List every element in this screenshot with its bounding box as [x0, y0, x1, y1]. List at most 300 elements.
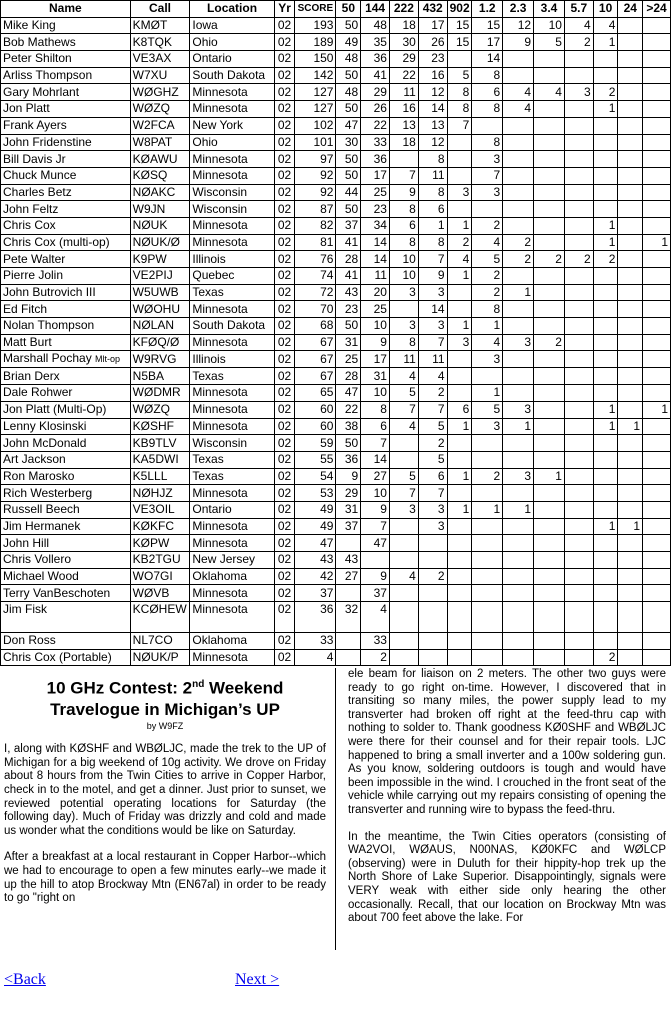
- table-cell: 15: [447, 34, 472, 51]
- table-cell: [564, 268, 593, 285]
- table-cell: 02: [274, 318, 295, 335]
- table-cell: Charles Betz: [1, 184, 131, 201]
- table-cell: [643, 585, 671, 602]
- table-cell: [503, 318, 534, 335]
- table-cell: Ontario: [190, 51, 274, 68]
- table-cell: Ed Fitch: [1, 301, 131, 318]
- table-cell: [643, 167, 671, 184]
- table-cell: 02: [274, 568, 295, 585]
- table-cell: Wisconsin: [190, 184, 274, 201]
- table-cell: 2: [447, 234, 472, 251]
- table-cell: Ontario: [190, 501, 274, 518]
- table-cell: 29: [389, 51, 418, 68]
- table-cell: [643, 134, 671, 151]
- table-cell: 02: [274, 268, 295, 285]
- table-cell: [472, 451, 503, 468]
- table-cell: W2FCA: [130, 117, 190, 134]
- table-cell: [534, 51, 565, 68]
- table-cell: [618, 451, 643, 468]
- table-cell: [643, 552, 671, 569]
- table-row: [1, 17, 671, 34]
- table-cell: 3: [418, 284, 447, 301]
- table-cell: [564, 649, 593, 666]
- table-cell: 9: [503, 34, 534, 51]
- table-cell: 3: [389, 501, 418, 518]
- table-cell: [593, 535, 618, 552]
- table-row: [1, 334, 671, 351]
- table-row: [1, 468, 671, 485]
- table-cell: 97: [295, 151, 336, 168]
- table-cell: 47: [336, 385, 361, 402]
- table-cell: [503, 351, 534, 368]
- table-cell: [643, 251, 671, 268]
- table-cell: 37: [336, 518, 361, 535]
- table-cell: [643, 602, 671, 633]
- table-cell: NØLAN: [130, 318, 190, 335]
- column-header: 902: [447, 1, 472, 18]
- table-cell: [593, 67, 618, 84]
- table-cell: 41: [361, 67, 390, 84]
- table-cell: [618, 318, 643, 335]
- table-cell: Chris Cox (Portable): [1, 649, 131, 666]
- table-cell: 11: [361, 268, 390, 285]
- table-cell: K8TQK: [130, 34, 190, 51]
- table-cell: New Jersey: [190, 552, 274, 569]
- table-cell: 1: [418, 217, 447, 234]
- table-cell: [593, 334, 618, 351]
- table-cell: [503, 184, 534, 201]
- table-cell: 37: [336, 217, 361, 234]
- table-cell: [564, 301, 593, 318]
- table-cell: [503, 51, 534, 68]
- column-header: 222: [389, 1, 418, 18]
- table-cell: [564, 435, 593, 452]
- table-cell: [534, 401, 565, 418]
- table-cell: 5: [418, 451, 447, 468]
- table-cell: [389, 535, 418, 552]
- table-cell: [618, 234, 643, 251]
- table-cell: [564, 401, 593, 418]
- table-cell: WØZQ: [130, 401, 190, 418]
- table-cell: 5: [389, 468, 418, 485]
- table-cell: 6: [361, 418, 390, 435]
- table-row: [1, 67, 671, 84]
- table-cell: [447, 385, 472, 402]
- table-cell: 02: [274, 485, 295, 502]
- table-cell: 3: [503, 401, 534, 418]
- table-cell: [643, 301, 671, 318]
- table-cell: Minnesota: [190, 602, 274, 633]
- table-cell: [643, 184, 671, 201]
- table-cell: 18: [389, 17, 418, 34]
- table-cell: John McDonald: [1, 435, 131, 452]
- table-cell: 11: [389, 84, 418, 101]
- table-cell: 50: [336, 318, 361, 335]
- table-cell: 29: [336, 485, 361, 502]
- table-cell: [534, 167, 565, 184]
- column-header: Name: [1, 1, 131, 18]
- table-cell: 50: [336, 67, 361, 84]
- table-cell: [643, 485, 671, 502]
- table-cell: 02: [274, 301, 295, 318]
- table-cell: [564, 167, 593, 184]
- table-cell: Texas: [190, 468, 274, 485]
- table-cell: [643, 34, 671, 51]
- table-cell: 1: [593, 101, 618, 118]
- table-cell: 1: [643, 234, 671, 251]
- table-cell: Illinois: [190, 351, 274, 368]
- table-cell: 81: [295, 234, 336, 251]
- table-cell: 49: [295, 501, 336, 518]
- table-cell: KFØQ/Ø: [130, 334, 190, 351]
- table-cell: 14: [361, 234, 390, 251]
- table-cell: [618, 184, 643, 201]
- table-cell: [389, 602, 418, 633]
- table-cell: [503, 485, 534, 502]
- table-cell: [643, 385, 671, 402]
- table-cell: 02: [274, 401, 295, 418]
- table-cell: 2: [593, 84, 618, 101]
- table-cell: [593, 633, 618, 650]
- table-cell: 10: [389, 251, 418, 268]
- table-cell: 7: [389, 485, 418, 502]
- results-body: [1, 17, 671, 666]
- table-cell: 31: [361, 368, 390, 385]
- table-cell: KA5DWI: [130, 451, 190, 468]
- table-cell: [472, 435, 503, 452]
- table-row: [1, 351, 671, 368]
- table-cell: W7XU: [130, 67, 190, 84]
- table-cell: 3: [418, 518, 447, 535]
- table-cell: [564, 234, 593, 251]
- table-cell: [593, 167, 618, 184]
- table-cell: 47: [336, 117, 361, 134]
- table-cell: [593, 501, 618, 518]
- table-cell: 7: [389, 167, 418, 184]
- table-cell: [389, 552, 418, 569]
- table-cell: 02: [274, 602, 295, 633]
- back-link[interactable]: <Back: [4, 971, 46, 988]
- table-cell: 02: [274, 385, 295, 402]
- table-cell: 127: [295, 101, 336, 118]
- article: [0, 668, 672, 1020]
- table-cell: 02: [274, 67, 295, 84]
- table-cell: Pierre Jolin: [1, 268, 131, 285]
- table-cell: K5LLL: [130, 468, 190, 485]
- table-cell: 12: [418, 134, 447, 151]
- table-cell: Arliss Thompson: [1, 67, 131, 84]
- table-cell: [447, 485, 472, 502]
- table-cell: Brian Derx: [1, 368, 131, 385]
- table-cell: Minnesota: [190, 101, 274, 118]
- table-cell: 7: [418, 334, 447, 351]
- table-cell: [618, 217, 643, 234]
- table-cell: 36: [361, 51, 390, 68]
- table-cell: 4: [564, 17, 593, 34]
- table-cell: 6: [389, 217, 418, 234]
- table-cell: [564, 552, 593, 569]
- table-cell: [593, 117, 618, 134]
- column-header: Call: [130, 1, 190, 18]
- table-cell: [618, 51, 643, 68]
- table-row: [1, 234, 671, 251]
- table-cell: WØGHZ: [130, 84, 190, 101]
- table-cell: 10: [361, 385, 390, 402]
- table-cell: 8: [447, 101, 472, 118]
- table-cell: 48: [361, 17, 390, 34]
- table-cell: 6: [472, 84, 503, 101]
- table-row: [1, 51, 671, 68]
- table-cell: 3: [447, 184, 472, 201]
- paragraph: ele beam for liaison on 2 meters. The other two guys were ready to go right on-time. However, I discovered that in transiting so many miles, the power supply lead to my transverter had broken off right at the feed-thru cap with nothing to solder to. Thank goodness KØ0SHF and WBØLJC were there for their counsel and for their repair tools. LJC happened to bring a small inverter and a 100w soldering gun. As you know, soldering outdoors is tough and would have been impossible in the wind. I crouched in the front seat of the vehicle while carrying out my repairs consisting of opening the transverter and running wire to bypass the feed-thru.: [348, 668, 666, 816]
- table-cell: Pete Walter: [1, 251, 131, 268]
- table-cell: Minnesota: [190, 151, 274, 168]
- table-cell: 4: [295, 649, 336, 666]
- table-cell: 02: [274, 501, 295, 518]
- table-cell: 02: [274, 351, 295, 368]
- article-byline: by W9FZ: [146, 720, 184, 731]
- table-cell: 67: [295, 351, 336, 368]
- table-cell: [643, 84, 671, 101]
- table-cell: [534, 368, 565, 385]
- table-row: [1, 568, 671, 585]
- table-cell: [643, 318, 671, 335]
- table-cell: 15: [472, 17, 503, 34]
- table-cell: [472, 552, 503, 569]
- table-row: [1, 418, 671, 435]
- table-cell: [643, 51, 671, 68]
- table-cell: Matt Burt: [1, 334, 131, 351]
- table-cell: Texas: [190, 368, 274, 385]
- table-cell: 1: [593, 217, 618, 234]
- table-cell: 9: [361, 568, 390, 585]
- table-cell: [618, 501, 643, 518]
- table-cell: 41: [336, 234, 361, 251]
- table-cell: [503, 552, 534, 569]
- table-cell: [564, 201, 593, 218]
- table-cell: 54: [295, 468, 336, 485]
- table-cell: [564, 217, 593, 234]
- table-cell: [643, 368, 671, 385]
- table-cell: 41: [336, 268, 361, 285]
- table-cell: [472, 649, 503, 666]
- column-header: 3.4: [534, 1, 565, 18]
- table-row: [1, 633, 671, 650]
- table-cell: John Feltz: [1, 201, 131, 218]
- table-cell: [534, 101, 565, 118]
- table-cell: KØSHF: [130, 418, 190, 435]
- table-cell: John Butrovich III: [1, 284, 131, 301]
- table-cell: 50: [336, 201, 361, 218]
- table-cell: 02: [274, 101, 295, 118]
- table-cell: 142: [295, 67, 336, 84]
- table-cell: [534, 117, 565, 134]
- table-row: [1, 167, 671, 184]
- table-cell: [472, 568, 503, 585]
- table-cell: Minnesota: [190, 649, 274, 666]
- table-cell: 13: [418, 117, 447, 134]
- table-cell: 49: [336, 34, 361, 51]
- table-cell: [534, 134, 565, 151]
- table-cell: 48: [336, 84, 361, 101]
- table-cell: Jon Platt (Multi-Op): [1, 401, 131, 418]
- table-cell: 37: [361, 585, 390, 602]
- table-cell: [472, 485, 503, 502]
- table-cell: 23: [336, 301, 361, 318]
- table-cell: [564, 117, 593, 134]
- table-cell: 6: [447, 401, 472, 418]
- table-cell: 3: [564, 84, 593, 101]
- table-cell: Art Jackson: [1, 451, 131, 468]
- table-cell: KØKFC: [130, 518, 190, 535]
- table-cell: [447, 368, 472, 385]
- table-cell: [336, 633, 361, 650]
- table-cell: [593, 284, 618, 301]
- table-cell: 11: [418, 167, 447, 184]
- table-cell: [503, 385, 534, 402]
- table-cell: [534, 284, 565, 301]
- table-cell: [593, 585, 618, 602]
- table-cell: 4: [503, 101, 534, 118]
- table-cell: [564, 101, 593, 118]
- table-cell: 26: [418, 34, 447, 51]
- table-cell: [618, 34, 643, 51]
- table-row: [1, 151, 671, 168]
- table-cell: Bill Davis Jr: [1, 151, 131, 168]
- table-cell: [593, 451, 618, 468]
- table-cell: [618, 17, 643, 34]
- table-cell: 1: [472, 501, 503, 518]
- table-cell: 36: [295, 602, 336, 633]
- table-cell: 02: [274, 535, 295, 552]
- table-cell: [618, 535, 643, 552]
- table-cell: 20: [361, 284, 390, 301]
- table-cell: KMØT: [130, 17, 190, 34]
- table-cell: [593, 468, 618, 485]
- table-cell: 02: [274, 368, 295, 385]
- table-cell: [503, 535, 534, 552]
- table-cell: 37: [295, 585, 336, 602]
- table-cell: Oklahoma: [190, 633, 274, 650]
- table-cell: 2: [361, 649, 390, 666]
- table-cell: [618, 117, 643, 134]
- table-cell: 1: [447, 468, 472, 485]
- table-cell: Peter Shilton: [1, 51, 131, 68]
- table-cell: 65: [295, 385, 336, 402]
- table-cell: [472, 368, 503, 385]
- table-cell: [534, 501, 565, 518]
- table-cell: [593, 51, 618, 68]
- table-cell: 47: [361, 535, 390, 552]
- table-cell: 10: [361, 485, 390, 502]
- table-cell: [534, 535, 565, 552]
- table-cell: [447, 602, 472, 633]
- table-cell: 25: [336, 351, 361, 368]
- table-cell: 02: [274, 418, 295, 435]
- table-cell: [389, 649, 418, 666]
- table-cell: [447, 284, 472, 301]
- table-cell: [447, 134, 472, 151]
- table-row: [1, 368, 671, 385]
- table-row: [1, 34, 671, 51]
- table-cell: [534, 151, 565, 168]
- table-cell: 53: [295, 485, 336, 502]
- table-cell: 1: [643, 401, 671, 418]
- table-cell: Jim Hermanek: [1, 518, 131, 535]
- table-cell: [564, 485, 593, 502]
- table-cell: 2: [534, 251, 565, 268]
- table-row: [1, 184, 671, 201]
- table-cell: NØUK/Ø: [130, 234, 190, 251]
- table-cell: W9RVG: [130, 351, 190, 368]
- table-cell: Minnesota: [190, 485, 274, 502]
- table-cell: 5: [447, 67, 472, 84]
- table-cell: [618, 435, 643, 452]
- table-cell: Minnesota: [190, 234, 274, 251]
- table-cell: [336, 649, 361, 666]
- table-cell: [447, 201, 472, 218]
- table-cell: 1: [447, 268, 472, 285]
- table-cell: Illinois: [190, 251, 274, 268]
- table-cell: Minnesota: [190, 84, 274, 101]
- table-cell: 8: [472, 134, 503, 151]
- table-cell: Minnesota: [190, 401, 274, 418]
- table-cell: [389, 633, 418, 650]
- table-cell: 8: [472, 67, 503, 84]
- table-cell: 50: [336, 435, 361, 452]
- table-cell: 7: [361, 518, 390, 535]
- table-cell: [643, 67, 671, 84]
- table-cell: Chris Vollero: [1, 552, 131, 569]
- table-cell: 22: [389, 67, 418, 84]
- table-cell: 02: [274, 251, 295, 268]
- table-cell: 30: [336, 134, 361, 151]
- table-cell: 25: [361, 184, 390, 201]
- table-cell: 10: [389, 268, 418, 285]
- table-cell: [447, 568, 472, 585]
- table-cell: [593, 184, 618, 201]
- table-cell: 8: [389, 334, 418, 351]
- table-cell: [503, 167, 534, 184]
- table-row: [1, 518, 671, 535]
- table-cell: [534, 518, 565, 535]
- table-cell: 2: [472, 468, 503, 485]
- table-cell: 6: [418, 468, 447, 485]
- table-row: [1, 451, 671, 468]
- column-header: 432: [418, 1, 447, 18]
- table-cell: 27: [361, 468, 390, 485]
- table-cell: 28: [336, 368, 361, 385]
- table-cell: [618, 251, 643, 268]
- next-link[interactable]: Next >: [235, 971, 280, 988]
- table-cell: 1: [593, 401, 618, 418]
- table-cell: [472, 518, 503, 535]
- table-row: [1, 585, 671, 602]
- table-cell: 5: [389, 385, 418, 402]
- table-row: [1, 201, 671, 218]
- table-cell: [564, 151, 593, 168]
- table-cell: Russell Beech: [1, 501, 131, 518]
- table-cell: 2: [472, 217, 503, 234]
- paragraph: After a breakfast at a local restaurant in Copper Harbor--which we had to encourage to open a few minutes early--we made it up the hill to atop Brockway Mtn (EN67al) in order to be ready to go "right on: [4, 851, 326, 905]
- table-cell: [564, 351, 593, 368]
- table-cell: 4: [472, 334, 503, 351]
- table-cell: [643, 435, 671, 452]
- table-cell: 193: [295, 17, 336, 34]
- table-cell: 60: [295, 418, 336, 435]
- article-right-column: [348, 668, 666, 939]
- table-cell: 2: [564, 34, 593, 51]
